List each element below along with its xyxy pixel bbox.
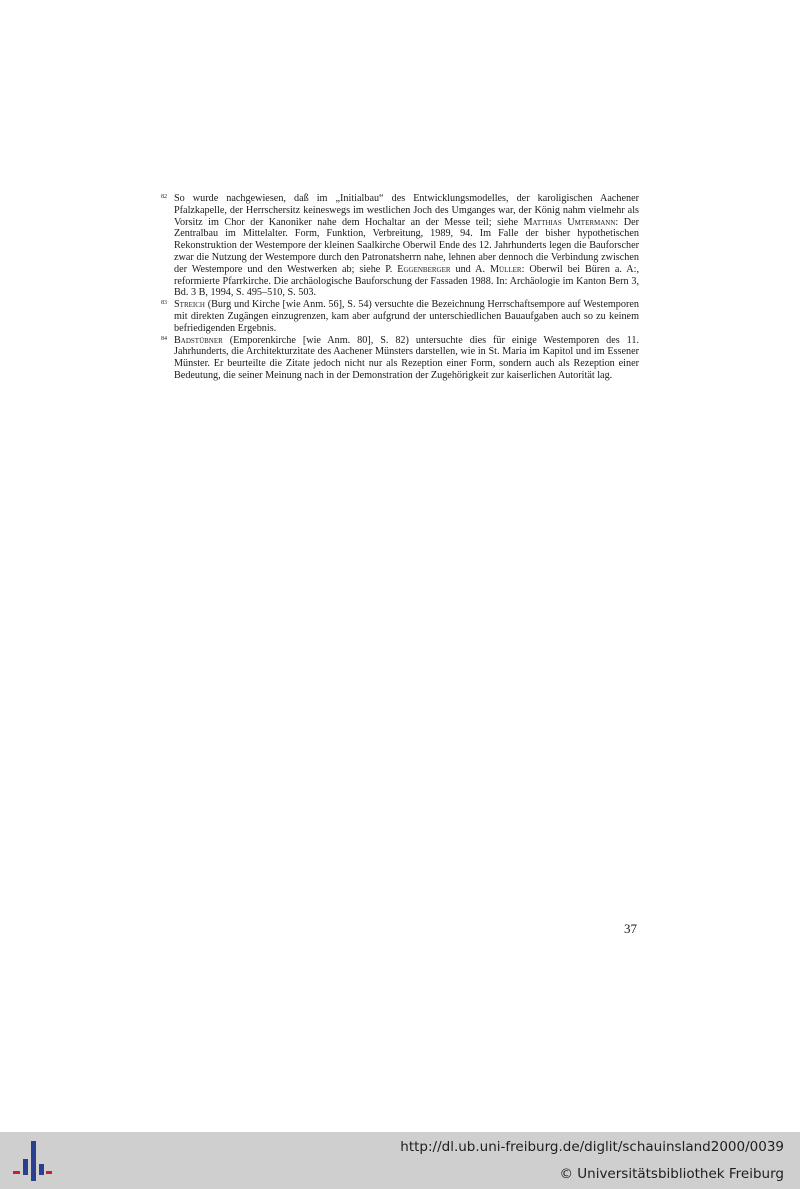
footnote-83	[160, 299, 639, 334]
footnote-text	[174, 335, 639, 381]
footnote-segment: : Oberwil bei Büren a. A:, reformierte Pfarrkirche. Die archäologische Bauforschung der Fassaden 1988. In: Archäologie im Kanton Bern 3, Bd. 3 B, 1994, S. 495–510, S. 503.	[174, 263, 640, 299]
footnote-segment: und A.	[450, 263, 490, 275]
ub-freiburg-logo-icon	[12, 1140, 52, 1182]
footnote-number: 84	[161, 335, 167, 342]
footnote-82	[160, 193, 639, 299]
footnote-number: 83	[161, 300, 167, 307]
author-name: Müller	[489, 263, 522, 275]
footer-url-link[interactable]: http://dl.ub.uni-freiburg.de/diglit/schauinsland2000/0039	[400, 1139, 784, 1155]
footnote-segment: : Der Zentralbau im Mittelalter. Form, Funktion, Verbreitung, 1989, 94. Im Falle der bisher hypothetischen Rekonstruktion der Westempore der kleinen Saalkirche Oberwil Ende des 12. Jahrhunderts legen die Bauforscher zwar die Nutzung der Westempore durch den Patronatsherrn nahe, lehnen aber dennoch die Verbindung zwischen der Westempore und den Westwerken ab; siehe P.	[174, 216, 639, 275]
footnote-84	[160, 335, 639, 382]
footer-copyright: © Universitätsbibliothek Freiburg	[559, 1166, 784, 1182]
author-name: Eggenberger	[397, 263, 451, 275]
author-name: Badstübner	[174, 334, 223, 346]
footer-bar	[0, 1132, 800, 1189]
author-name: Matthias Umtermann	[523, 216, 616, 228]
footnote-number: 82	[161, 194, 167, 200]
footnote-segment: So wurde nachgewiesen, daß im „Initialbau“ des Entwicklungsmodelles, der karoligischen Aachener Pfalzkapelle, der Herrschersitz keineswegs im westlichen Joch des Umganges war, der König nahm vielmehr als Vorsitz im Chor der Kanoniker nahe dem Hochaltar an der Messe teil; siehe	[174, 193, 639, 228]
page-number: 37	[624, 921, 637, 936]
footnote-text	[174, 193, 639, 298]
footnote-segment: (Burg und Kirche [wie Anm. 56], S. 54) versuchte die Bezeichnung Herrschaftsempore auf Westemporen mit direkten Zugängen einzugrenzen, kam aber aufgrund der unterschiedlichen Bauaufgaben auch so zu keinem befriedigenden Ergebnis.	[174, 299, 639, 334]
footnotes	[160, 193, 639, 382]
footnote-segment: (Emporenkirche [wie Anm. 80], S. 82) untersuchte dies für einige Westemporen des 11. Jahrhunderts, die Architekturzitate des Aachener Münsters darstellen, wie in St. Maria im Kapitol und im Essener Münster. Er beurteilte die Zitate jedoch nicht nur als Rezeption einer Form, sondern auch als Rezeption einer Bedeutung, die seiner Meinung nach in der Demonstration der Zugehörigkeit zur kaiserlichen Autorität lag.	[174, 334, 639, 381]
footnote-text	[174, 299, 639, 334]
author-name: Streich	[174, 299, 205, 311]
